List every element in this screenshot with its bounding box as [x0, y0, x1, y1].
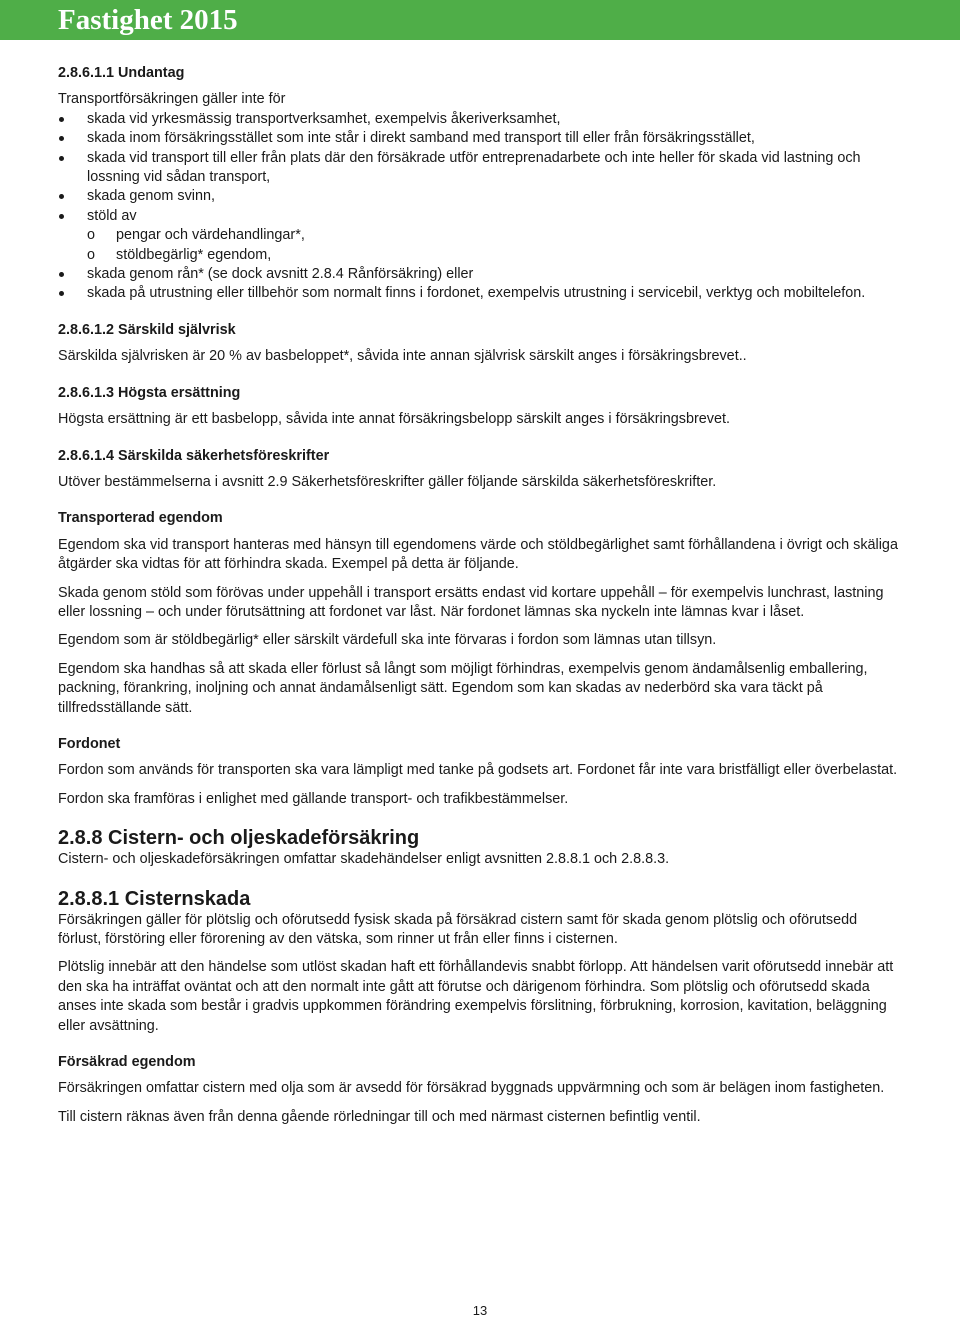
- sub-list-item-text: stöldbegärlig* egendom,: [116, 246, 272, 263]
- section-heading: Försäkrad egendom: [58, 1054, 196, 1071]
- section-heading: Fordonet: [58, 735, 121, 752]
- section-cisternskada: [58, 887, 900, 1036]
- paragraph: Cistern- och oljeskadeförsäkringen omfattar skadehändelser enligt avsnitten 2.8.8.1 och 2.8.8.3.: [58, 851, 670, 868]
- sub-list: [87, 226, 900, 265]
- page-number: 13: [472, 1303, 488, 1318]
- list-item: skada vid yrkesmässig transportverksamhet, exempelvis åkeriverksamhet,: [58, 110, 900, 129]
- section-heading: 2.8.6.1.4 Särskilda säkerhetsföreskrifter: [58, 447, 330, 464]
- paragraph: Högsta ersättning är ett basbelopp, såvida inte annat försäkringsbelopp särskilt anges i försäkringsbrevet.: [58, 411, 730, 428]
- sub-list-item-text: pengar och värdehandlingar*,: [116, 227, 305, 244]
- circle-bullet-icon: o: [87, 246, 96, 263]
- paragraph: Till cistern räknas även från denna gående rörledningar till och med närmast cisternen befintlig ventil.: [58, 1108, 701, 1125]
- sub-list-item: [87, 246, 900, 265]
- paragraph: Skada genom stöld som förövas under uppehåll i transport ersätts endast vid kortare uppehåll – för exempelvis lunchrast, lastning eller lossning – och under förutsättning att fordonet var låst. När fordonet lämnas ska nyckeln inte lämnas kvar i låset.: [58, 584, 884, 620]
- section-forsakrad-egendom: [58, 1053, 900, 1127]
- paragraph: Fordon som används för transporten ska vara lämpligt med tanke på godsets art. Fordonet får inte vara bristfälligt eller överbelastat.: [58, 762, 898, 779]
- paragraph: Utöver bestämmelserna i avsnitt 2.9 Säkerhetsföreskrifter gäller följande särskilda säkerhetsföreskrifter.: [58, 473, 717, 490]
- section-heading: 2.8.8.1 Cisternskada: [58, 887, 251, 910]
- section-heading: 2.8.6.1.2 Särskild självrisk: [58, 321, 236, 338]
- section-sakerhetsforeskrifter: [58, 447, 900, 493]
- section-fordonet: [58, 735, 900, 809]
- exclusion-list: [58, 110, 900, 304]
- paragraph: Egendom ska handhas så att skada eller förlust så långt som möjligt förhindras, exempelvis genom ändamålsenlig emballering, packning, förankring, inoljning och annat ändamålsenligt sätt. Egendom som kan skadas av nederbörd ska vara täckt på tillfredsställande sätt.: [58, 660, 868, 716]
- paragraph: Transportförsäkringen gäller inte för: [58, 91, 286, 108]
- section-hogsta-ersattning: [58, 384, 900, 430]
- list-item: skada på utrustning eller tillbehör som normalt finns i fordonet, exempelvis utrustning i servicebil, verktyg och mobiltelefon.: [58, 284, 900, 303]
- circle-bullet-icon: o: [87, 227, 96, 244]
- paragraph: Fordon ska framföras i enlighet med gällande transport- och trafikbestämmelser.: [58, 790, 569, 807]
- document-title: Fastighet 2015: [58, 4, 238, 36]
- section-undantag: [58, 64, 900, 304]
- section-heading: Transporterad egendom: [58, 510, 223, 527]
- paragraph: Plötslig innebär att den händelse som utlöst skadan haft ett förhållandevis snabbt förlopp. Att händelsen varit oförutsedd innebär att den ska ha inträffat oväntat och att den normalt inte gått att förutse och därigenom förhindra. Som plötslig och oförutsedd skada anses inte skada som består i gradvis uppkommen förändring exempelvis förslitning, förbrukning, korrosion, kavitation, beläggning eller avsättning.: [58, 959, 894, 1034]
- sub-list-item: [87, 226, 900, 245]
- list-item: skada inom försäkringsstället som inte står i direkt samband med transport till eller från försäkringsstället,: [58, 129, 900, 148]
- header-bar: [0, 0, 960, 40]
- list-item: skada genom svinn,: [58, 187, 900, 206]
- list-item: skada vid transport till eller från plats där den försäkrade utför entreprenadarbete och inte heller för skada vid lastning och lossning vid sådan transport,: [58, 149, 900, 188]
- section-heading: 2.8.6.1.1 Undantag: [58, 65, 185, 81]
- list-item-text: stöld av: [87, 207, 137, 224]
- section-heading: 2.8.8 Cistern- och oljeskadeförsäkring: [58, 827, 420, 850]
- section-sarskild-sjalvrisk: [58, 321, 900, 367]
- section-cistern-oljeskadeforsakring: [58, 826, 900, 869]
- paragraph: Särskilda självrisken är 20 % av basbeloppet*, såvida inte annan självrisk särskilt anges i försäkringsbrevet..: [58, 348, 747, 365]
- page-content: [58, 64, 900, 1127]
- paragraph: Försäkringen gäller för plötslig och oförutsedd fysisk skada på försäkrad cistern samt för skada genom plötslig och oförutsedd förlust, förstöring eller förorening av den vätska, som rinner ut från eller finns i cisternen.: [58, 911, 858, 947]
- list-item: [58, 207, 900, 265]
- list-item: skada genom rån* (se dock avsnitt 2.8.4 Rånförsäkring) eller: [58, 265, 900, 284]
- paragraph: Egendom som är stöldbegärlig* eller särskilt värdefull ska inte förvaras i fordon som lämnas utan tillsyn.: [58, 632, 717, 649]
- section-heading: 2.8.6.1.3 Högsta ersättning: [58, 384, 241, 401]
- paragraph: Försäkringen omfattar cistern med olja som är avsedd för försäkrad byggnads uppvärmning och som är belägen inom fastigheten.: [58, 1080, 885, 1097]
- section-transporterad-egendom: [58, 509, 900, 718]
- paragraph: Egendom ska vid transport hanteras med hänsyn till egendomens värde och stöldbegärlighet samt förhållandena i övrigt och skäliga åtgärder ska vidtas för att förhindra skada. Exempel på detta är följande.: [58, 536, 898, 573]
